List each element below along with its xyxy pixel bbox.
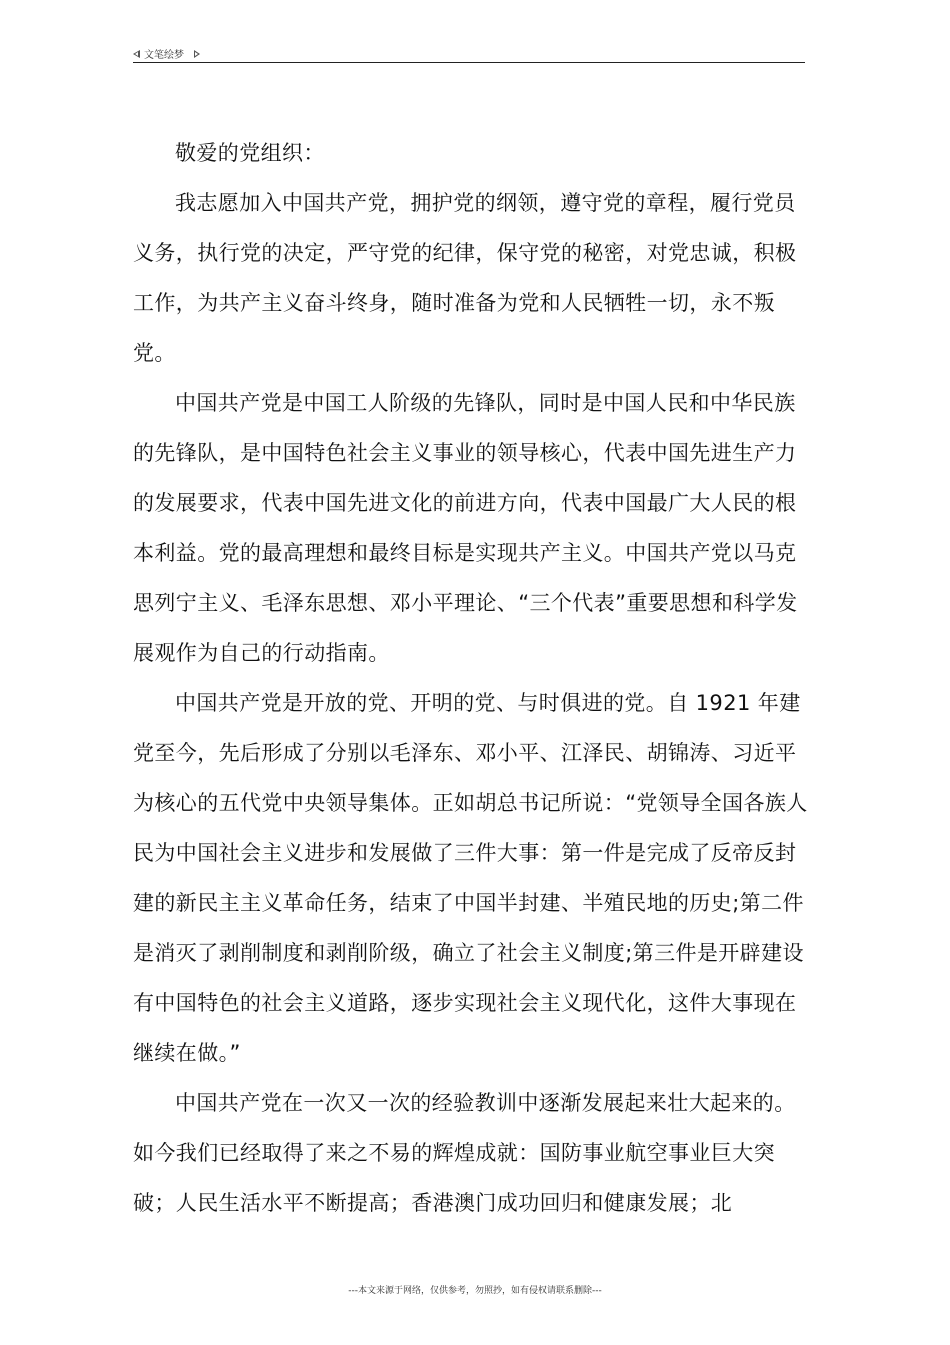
document-body — [133, 128, 813, 1228]
paragraph-achievements: 中国共产党在一次又一次的经验教训中逐渐发展起来壮大起来的。如今我们已经取得了来之不易的辉煌成就：国防事业航空事业巨大突破；人民生活水平不断提高；香港澳门成功回归和健康发展；北 — [133, 1091, 796, 1215]
page-footer: ---本文来源于网络，仅供参考，勿照抄，如有侵权请联系删除--- — [348, 1286, 602, 1296]
salutation: 敬爱的党组织： — [175, 141, 325, 165]
paragraph-party-nature: 中国共产党是中国工人阶级的先锋队，同时是中国人民和中华民族的先锋队，是中国特色社会主义事业的领导核心，代表中国先进生产力的发展要求，代表中国先进文化的前进方向，代表中国最广大人民的根本利益。党的最高理想和最终目标是实现共产主义。中国共产党以马克思列宁主义、毛泽东思想、邓小平理论、“三个代表”重要思想和科学发展观作为自己的行动指南。 — [133, 391, 798, 665]
triangle-right-icon — [194, 50, 200, 58]
page-header — [133, 42, 805, 63]
header-label: 文笔绘梦 — [144, 50, 184, 61]
triangle-left-icon — [133, 50, 140, 58]
paragraph-pledge: 我志愿加入中国共产党，拥护党的纲领，遵守党的章程，履行党员义务，执行党的决定，严守党的纪律，保守党的秘密，对党忠诚，积极工作，为共产主义奋斗终身，随时准备为党和人民牺牲一切，永不叛党。 — [133, 191, 797, 365]
paragraph-party-history: 中国共产党是开放的党、开明的党、与时俱进的党。自 1921 年建党至今，先后形成了分别以毛泽东、邓小平、江泽民、胡锦涛、习近平为核心的五代党中央领导集体。正如胡总书记所说：“党领导全国各族人民为中国社会主义进步和发展做了三件大事：第一件是完成了反帝反封建的新民主主义革命任务，结束了中国半封建、半殖民地的历史;第二件是消灭了剥削制度和剥削阶级，确立了社会主义制度;第三件是开辟建设有中国特色的社会主义道路，逐步实现社会主义现代化，这件大事现在继续在做。” — [133, 691, 808, 1065]
header-brand — [133, 46, 200, 61]
